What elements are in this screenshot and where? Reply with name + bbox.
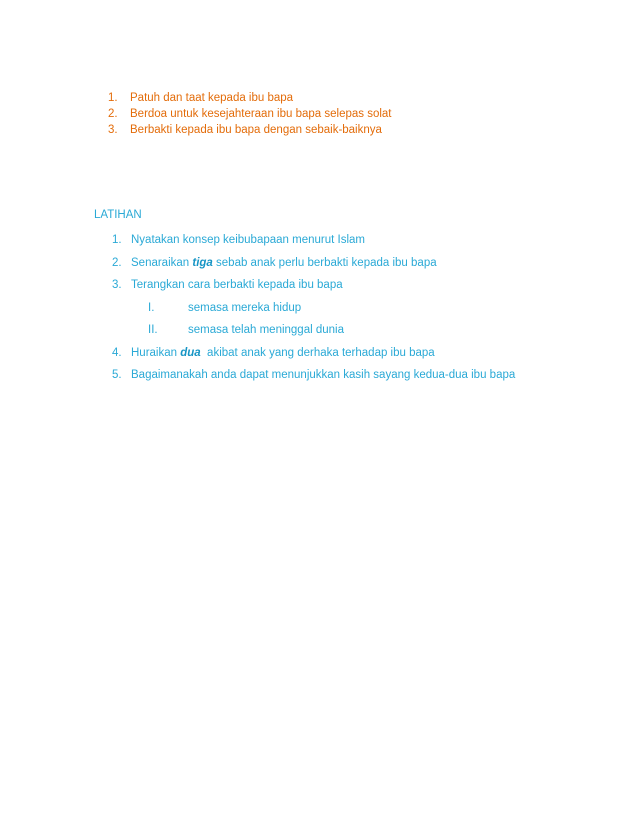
question-item [112, 232, 515, 255]
question-number: 1. [112, 234, 122, 246]
question-item [112, 367, 515, 390]
sub-question-text: semasa telah meninggal dunia [188, 324, 344, 336]
list-number: 3. [108, 124, 118, 136]
list-number: 2. [108, 108, 118, 120]
question-text-before: Huraikan [131, 346, 181, 359]
question-number: 4. [112, 346, 122, 359]
question-number: 5. [112, 369, 122, 381]
question-number: 2. [112, 256, 122, 269]
list-item-text: Patuh dan taat kepada ibu bapa [130, 92, 294, 104]
question-text: Nyatakan konsep keibubapaan menurut Islam [131, 234, 365, 246]
list-item [108, 90, 392, 106]
roman-numeral: I. [148, 301, 155, 314]
question-text: Terangkan cara berbakti kepada ibu bapa [131, 279, 343, 291]
question-item [112, 277, 515, 300]
list-item [108, 122, 392, 138]
top-numbered-list [108, 90, 392, 138]
question-text-before: Senaraikan [131, 256, 193, 269]
sub-question-text: semasa mereka hidup [188, 301, 302, 314]
question-text-after: sebab anak perlu berbakti kepada ibu bapa [212, 256, 437, 269]
emphasized-word: tiga [192, 256, 213, 269]
list-item-text: Berdoa untuk kesejahteraan ibu bapa selepas solat [130, 108, 392, 120]
roman-numeral: II. [148, 324, 158, 336]
list-number: 1. [108, 92, 118, 104]
question-number: 3. [112, 279, 122, 291]
question-item [112, 345, 515, 368]
question-text-after: akibat anak yang derhaka terhadap ibu bapa [200, 346, 435, 359]
sub-question-item [112, 322, 515, 345]
list-item [108, 106, 392, 122]
section-heading-latihan: LATIHAN [94, 209, 142, 221]
sub-question-item [112, 300, 515, 323]
emphasized-word: dua [180, 346, 201, 359]
list-item-text: Berbakti kepada ibu bapa dengan sebaik-baiknya [130, 124, 382, 136]
latihan-question-list [112, 232, 515, 390]
question-text: Bagaimanakah anda dapat menunjukkan kasih sayang kedua-dua ibu bapa [131, 369, 516, 381]
question-item [112, 255, 515, 278]
